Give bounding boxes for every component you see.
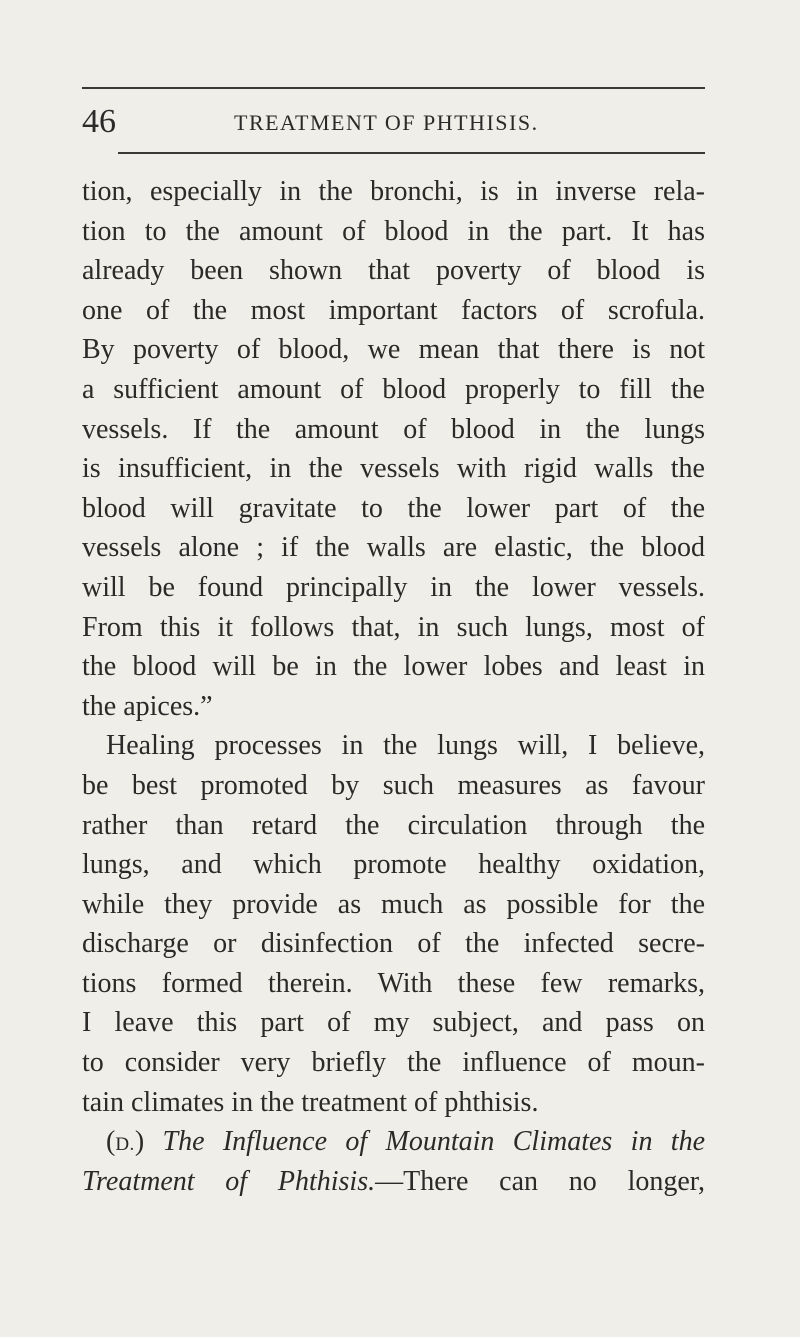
text-line: tion to the amount of blood in the part. It has — [82, 215, 705, 247]
text-line: I leave this part of my subject, and pass on — [82, 1007, 705, 1039]
text-line: tain climates in the treatment of phthisis. — [82, 1086, 539, 1118]
page-header — [82, 102, 705, 142]
text-line: to consider very briefly the influence of moun- — [82, 1047, 705, 1079]
text-line: From this it follows that, in such lungs, most of — [82, 611, 705, 643]
text-line: one of the most important factors of scrofula. — [82, 294, 705, 326]
text-line: a sufficient amount of blood properly to fill the — [82, 373, 705, 405]
text-line: is insufficient, in the vessels with rigid walls the — [82, 453, 705, 485]
page-number: 46 — [82, 103, 116, 140]
text-line: rather than retard the circulation through the — [82, 809, 705, 841]
text-line: be best promoted by such measures as favour — [82, 769, 705, 801]
text-line: vessels alone ; if the walls are elastic, the blood — [82, 532, 705, 564]
text-line: the apices.” — [82, 690, 213, 722]
body-text — [82, 172, 705, 1201]
text-line: while they provide as much as possible for the — [82, 888, 705, 920]
section-label-open: ( — [106, 1126, 116, 1158]
text-line: will be found principally in the lower vessels. — [82, 571, 705, 603]
text-line: By poverty of blood, we mean that there is not — [82, 334, 705, 366]
section-continuation: —There can no longer, — [375, 1165, 705, 1197]
text-line: lungs, and which promote healthy oxidation, — [82, 849, 705, 881]
section-heading-title: The Influence of Mountain Climates in the — [162, 1126, 706, 1158]
section-label-close: ) — [134, 1126, 145, 1158]
text-line: the blood will be in the lower lobes and least in — [82, 651, 705, 683]
text-line: discharge or disinfection of the infected secre- — [82, 928, 705, 960]
text-line: tions formed therein. With these few remarks, — [82, 967, 705, 999]
section-heading-line — [82, 1122, 705, 1162]
header-rule-bottom — [118, 152, 705, 154]
section-label-letter: D. — [115, 1134, 135, 1156]
running-head: TREATMENT OF PHTHISIS. — [234, 110, 539, 135]
section-heading-title-cont: Treatment of Phthisis. — [82, 1165, 376, 1197]
text-line: already been shown that poverty of blood is — [82, 255, 705, 287]
text-line: blood will gravitate to the lower part of the — [82, 492, 705, 524]
text-line: tion, especially in the bronchi, is in inverse rela- — [82, 176, 705, 207]
header-rule-top — [82, 87, 705, 89]
text-line: Healing processes in the lungs will, I believe, — [106, 730, 705, 762]
section-heading-line — [82, 1162, 705, 1202]
text-line: vessels. If the amount of blood in the lungs — [82, 413, 705, 445]
